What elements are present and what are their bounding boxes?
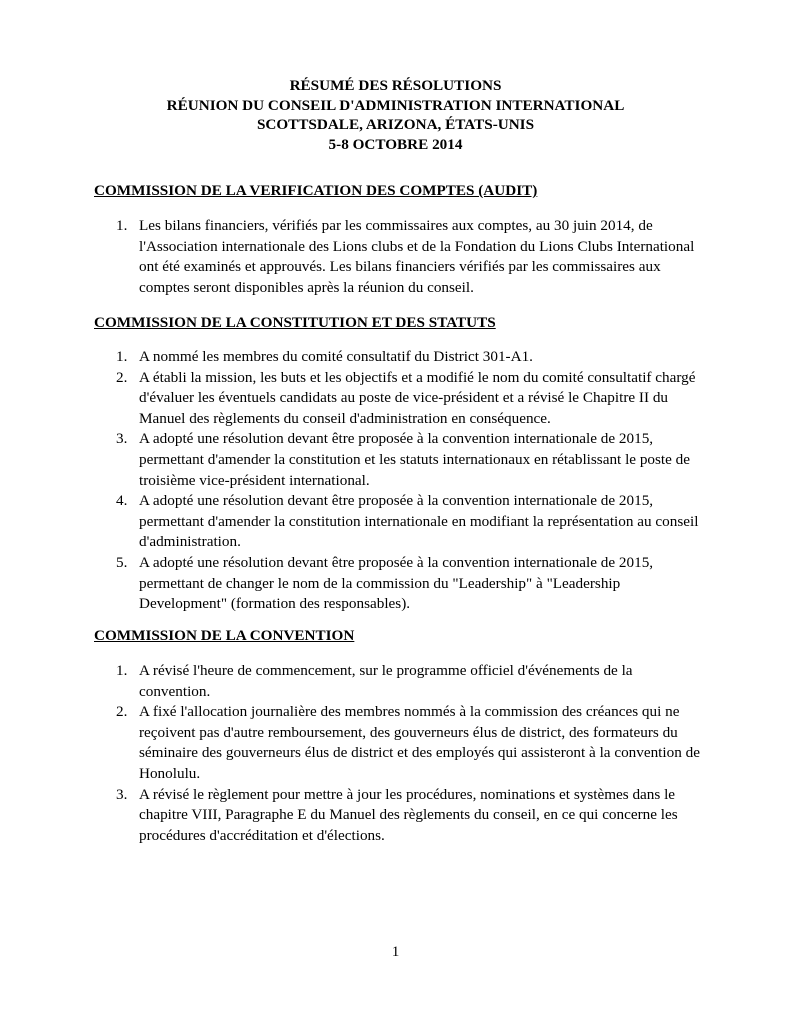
title-line: SCOTTSDALE, ARIZONA, ÉTATS-UNIS — [256, 116, 535, 133]
constitution-resolutions-list — [0, 347, 791, 615]
title-line: RÉUNION DU CONSEIL D'ADMINISTRATION INTERNATIONAL — [166, 96, 625, 114]
item-number: 1. — [116, 348, 128, 365]
item-number: 1. — [116, 662, 128, 679]
item-number: 5. — [116, 553, 128, 571]
item-text: A établi la mission, les buts et les objectifs et a modifié le nom du comité consultatif chargé d'évaluer les éventuels candidats au poste de vice-président et a révisé le Chapitre II du Manuel des règlements du conseil d'administration en conséquence. — [139, 368, 696, 427]
audit-resolutions-list — [0, 216, 791, 298]
title-line: 5-8 OCTOBRE 2014 — [328, 135, 463, 153]
item-number: 4. — [116, 492, 128, 510]
page-number: 1 — [391, 943, 400, 960]
section-heading-audit: COMMISSION DE LA VERIFICATION DES COMPTES (AUDIT) — [94, 182, 538, 199]
section-heading-constitution: COMMISSION DE LA CONSTITUTION ET DES STATUTS — [94, 314, 496, 331]
list-item — [0, 491, 791, 553]
title-line: RÉSUMÉ DES RÉSOLUTIONS — [289, 77, 502, 94]
item-text: A nommé les membres du comité consultatif du District 301-A1. — [139, 348, 533, 365]
document-title — [0, 76, 791, 154]
list-item — [0, 216, 791, 298]
item-text: A adopté une résolution devant être proposée à la convention internationale de 2015, permettant d'amender la constitution internationale en modifiant la représentation au conseil d'administration. — [139, 492, 699, 551]
item-number: 2. — [116, 368, 128, 386]
item-number: 3. — [116, 785, 128, 803]
section-heading-convention: COMMISSION DE LA CONVENTION — [94, 627, 355, 644]
item-text: A adopté une résolution devant être proposée à la convention internationale de 2015, permettant d'amender la constitution et les statuts internationaux en rétablissant le poste de troisième vice-président international. — [139, 430, 691, 489]
item-number: 2. — [116, 703, 128, 721]
list-item — [0, 553, 791, 615]
list-item — [0, 347, 791, 368]
item-text: A adopté une résolution devant être proposée à la convention internationale de 2015, permettant de changer le nom de la commission du "Leadership" à "Leadership Development" (formation des responsables). — [139, 553, 654, 613]
list-item — [0, 368, 791, 430]
convention-resolutions-list — [0, 661, 791, 846]
item-text: A révisé le règlement pour mettre à jour les procédures, nominations et systèmes dans le chapitre VIII, Paragraphe E du Manuel des règlements du conseil, en ce qui concerne les procédures d'accréditation et d'élections. — [139, 785, 678, 844]
list-item — [0, 429, 791, 491]
list-item — [0, 661, 791, 702]
item-number: 3. — [116, 430, 128, 448]
item-text: A fixé l'allocation journalière des membres nommés à la commission des créances qui ne reçoivent pas d'autre remboursement, des gouverneurs élus de district, des formateurs du séminaire des gouverneurs élus de district et des employés qui assisteront à la convention de Honolulu. — [139, 703, 700, 782]
list-item — [0, 785, 791, 847]
item-number: 1. — [116, 217, 128, 234]
item-text: A révisé l'heure de commencement, sur le programme officiel d'événements de la convention. — [139, 662, 633, 700]
item-text: Les bilans financiers, vérifiés par les commissaires aux comptes, au 30 juin 2014, de l'Association internationale des Lions clubs et de la Fondation du Lions Clubs International ont été examinés et approuvés. Les bilans financiers vérifiés par les commissaires aux comptes seront disponibles après la réunion du conseil. — [139, 217, 695, 296]
list-item — [0, 702, 791, 784]
